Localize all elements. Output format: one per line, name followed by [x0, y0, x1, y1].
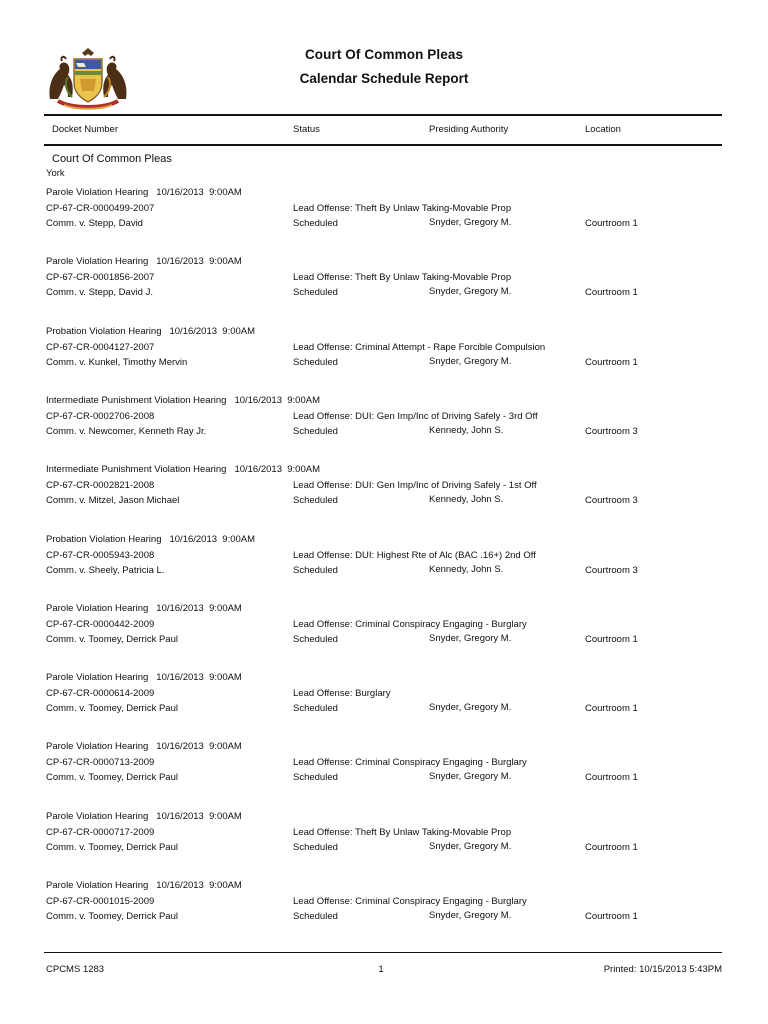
- case-caption: Comm. v. Toomey, Derrick Paul: [46, 633, 178, 645]
- lead-offense: Lead Offense: Burglary: [293, 688, 391, 700]
- presiding-authority: Snyder, Gregory M.: [429, 702, 512, 714]
- hearing-datetime: 10/16/2013 9:00AM: [234, 394, 321, 406]
- hearing-datetime: 10/16/2013 9:00AM: [234, 464, 321, 476]
- docket-number: CP-67-CR-0000713-2009: [46, 757, 155, 769]
- case-caption: Comm. v. Toomey, Derrick Paul: [46, 841, 178, 853]
- case-caption: Comm. v. Kunkel, Timothy Mervin: [46, 356, 188, 368]
- hearing-type: Parole Violation Hearing: [46, 256, 149, 268]
- case-status: Scheduled: [293, 633, 338, 645]
- column-header-status: Status: [293, 124, 320, 135]
- docket-number: CP-67-CR-0005943-2008: [46, 549, 155, 561]
- courtroom-location: Courtroom 1: [585, 356, 638, 368]
- presiding-authority: Snyder, Gregory M.: [429, 286, 512, 298]
- report-court-title: Court Of Common Pleas: [304, 47, 464, 62]
- case-caption: Comm. v. Mitzel, Jason Michael: [46, 495, 180, 507]
- schedule-entry: [0, 534, 768, 594]
- hearing-datetime: 10/16/2013 9:00AM: [156, 672, 242, 684]
- presiding-authority: Snyder, Gregory M.: [429, 771, 512, 783]
- case-status: Scheduled: [293, 495, 338, 507]
- hearing-type: Probation Violation Hearing: [46, 533, 162, 545]
- footer-printed-timestamp: Printed: 10/15/2013 5:43PM: [603, 964, 722, 975]
- schedule-entry: [0, 811, 768, 871]
- hearing-type: Parole Violation Hearing: [46, 741, 149, 753]
- header-top-rule: [44, 114, 722, 116]
- presiding-authority: Snyder, Gregory M.: [429, 217, 512, 228]
- schedule-entry: [0, 326, 768, 386]
- docket-number: CP-67-CR-0000499-2007: [46, 203, 155, 214]
- presiding-authority: Snyder, Gregory M.: [429, 355, 512, 367]
- case-status: Scheduled: [293, 356, 338, 368]
- hearing-type-datetime: [46, 811, 242, 822]
- column-header-docket: Docket Number: [52, 124, 118, 135]
- hearing-type-datetime: [46, 534, 255, 545]
- case-caption: Comm. v. Sheely, Patricia L.: [46, 564, 165, 576]
- docket-number: CP-67-CR-0002821-2008: [46, 480, 155, 492]
- schedule-entry: [0, 672, 768, 732]
- hearing-type-datetime: [46, 464, 320, 475]
- hearing-type: Intermediate Punishment Violation Hearing: [46, 394, 227, 406]
- schedule-entry: [0, 880, 768, 940]
- hearing-datetime: 10/16/2013 9:00AM: [156, 880, 242, 891]
- presiding-authority: Kennedy, John S.: [429, 494, 504, 506]
- courtroom-location: Courtroom 3: [585, 495, 638, 507]
- court-group-name: Court Of Common Pleas: [52, 153, 172, 165]
- hearing-datetime: 10/16/2013 9:00AM: [169, 325, 256, 337]
- courtroom-location: Courtroom 1: [585, 633, 638, 645]
- hearing-type: Intermediate Punishment Violation Hearing: [46, 464, 227, 476]
- lead-offense: Lead Offense: Theft By Unlaw Taking-Movable Prop: [293, 203, 512, 214]
- case-status: Scheduled: [293, 218, 338, 229]
- docket-number: CP-67-CR-0000614-2009: [46, 688, 155, 700]
- schedule-entry: [0, 256, 768, 316]
- lead-offense: Lead Offense: DUI: Highest Rte of Alc (BAC .16+) 2nd Off: [293, 549, 536, 561]
- case-status: Scheduled: [293, 564, 338, 576]
- case-caption: Comm. v. Toomey, Derrick Paul: [46, 703, 178, 715]
- schedule-entry: [0, 464, 768, 524]
- header-bottom-rule: [44, 144, 722, 146]
- hearing-type: Parole Violation Hearing: [46, 602, 149, 614]
- case-status: Scheduled: [293, 287, 338, 299]
- hearing-type: Probation Violation Hearing: [46, 325, 162, 337]
- case-caption: Comm. v. Newcomer, Kenneth Ray Jr.: [46, 425, 207, 437]
- footer-rule: [44, 952, 722, 953]
- hearing-type-datetime: [46, 880, 242, 891]
- county-name: York: [46, 168, 65, 179]
- hearing-type: Parole Violation Hearing: [46, 187, 149, 198]
- presiding-authority: Kennedy, John S.: [429, 563, 504, 575]
- column-header-presiding-authority: Presiding Authority: [429, 124, 509, 135]
- hearing-type: Parole Violation Hearing: [46, 672, 149, 684]
- courtroom-location: Courtroom 1: [585, 772, 638, 784]
- docket-number: CP-67-CR-0001856-2007: [46, 272, 155, 284]
- case-status: Scheduled: [293, 703, 338, 715]
- docket-number: CP-67-CR-0002706-2008: [46, 410, 155, 422]
- lead-offense: Lead Offense: Criminal Conspiracy Engaging - Burglary: [293, 757, 527, 769]
- lead-offense: Lead Offense: Theft By Unlaw Taking-Movable Prop: [293, 826, 512, 838]
- courtroom-location: Courtroom 1: [585, 841, 638, 853]
- hearing-datetime: 10/16/2013 9:00AM: [156, 187, 242, 198]
- presiding-authority: Kennedy, John S.: [429, 424, 504, 436]
- presiding-authority: Snyder, Gregory M.: [429, 910, 512, 921]
- courtroom-location: Courtroom 1: [585, 703, 638, 715]
- case-status: Scheduled: [293, 841, 338, 853]
- report-subtitle: Calendar Schedule Report: [299, 71, 469, 86]
- hearing-datetime: 10/16/2013 9:00AM: [156, 741, 242, 753]
- courtroom-location: Courtroom 3: [585, 564, 638, 576]
- hearing-datetime: 10/16/2013 9:00AM: [156, 256, 242, 268]
- lead-offense: Lead Offense: DUI: Gen Imp/Inc of Driving Safely - 1st Off: [293, 480, 537, 492]
- hearing-type-datetime: [46, 672, 242, 683]
- hearing-datetime: 10/16/2013 9:00AM: [169, 533, 256, 545]
- hearing-type-datetime: [46, 395, 320, 406]
- hearing-type: Parole Violation Hearing: [46, 810, 149, 822]
- docket-number: CP-67-CR-0000442-2009: [46, 618, 155, 630]
- hearing-type: Parole Violation Hearing: [46, 880, 149, 891]
- footer-page-number: 1: [378, 964, 384, 975]
- column-header-location: Location: [585, 124, 621, 135]
- footer-form-id: CPCMS 1283: [46, 964, 105, 975]
- hearing-type-datetime: [46, 256, 242, 267]
- case-caption: Comm. v. Stepp, David: [46, 218, 143, 229]
- case-caption: Comm. v. Toomey, Derrick Paul: [46, 772, 178, 784]
- lead-offense: Lead Offense: Theft By Unlaw Taking-Movable Prop: [293, 272, 512, 284]
- case-caption: Comm. v. Toomey, Derrick Paul: [46, 911, 178, 922]
- courtroom-location: Courtroom 3: [585, 425, 638, 437]
- presiding-authority: Snyder, Gregory M.: [429, 632, 512, 644]
- case-status: Scheduled: [293, 425, 338, 437]
- hearing-type-datetime: [46, 187, 242, 198]
- lead-offense: Lead Offense: Criminal Conspiracy Engaging - Burglary: [293, 896, 527, 907]
- hearing-type-datetime: [46, 603, 242, 614]
- hearing-type-datetime: [46, 326, 255, 337]
- courtroom-location: Courtroom 1: [585, 287, 638, 299]
- schedule-entry: [0, 187, 768, 247]
- courtroom-location: Courtroom 1: [585, 218, 638, 229]
- hearing-type-datetime: [46, 741, 242, 752]
- schedule-entry: [0, 603, 768, 663]
- lead-offense: Lead Offense: DUI: Gen Imp/Inc of Driving Safely - 3rd Off: [293, 410, 538, 422]
- docket-number: CP-67-CR-0001015-2009: [46, 896, 155, 907]
- lead-offense: Lead Offense: Criminal Attempt - Rape Forcible Compulsion: [293, 341, 546, 353]
- schedule-entry: [0, 395, 768, 455]
- hearing-datetime: 10/16/2013 9:00AM: [156, 810, 242, 822]
- hearing-datetime: 10/16/2013 9:00AM: [156, 602, 242, 614]
- presiding-authority: Snyder, Gregory M.: [429, 840, 512, 852]
- lead-offense: Lead Offense: Criminal Conspiracy Engaging - Burglary: [293, 618, 527, 630]
- schedule-entry: [0, 741, 768, 801]
- courtroom-location: Courtroom 1: [585, 911, 638, 922]
- docket-number: CP-67-CR-0000717-2009: [46, 826, 155, 838]
- case-status: Scheduled: [293, 772, 338, 784]
- case-caption: Comm. v. Stepp, David J.: [46, 287, 153, 299]
- docket-number: CP-67-CR-0004127-2007: [46, 341, 155, 353]
- case-status: Scheduled: [293, 911, 338, 922]
